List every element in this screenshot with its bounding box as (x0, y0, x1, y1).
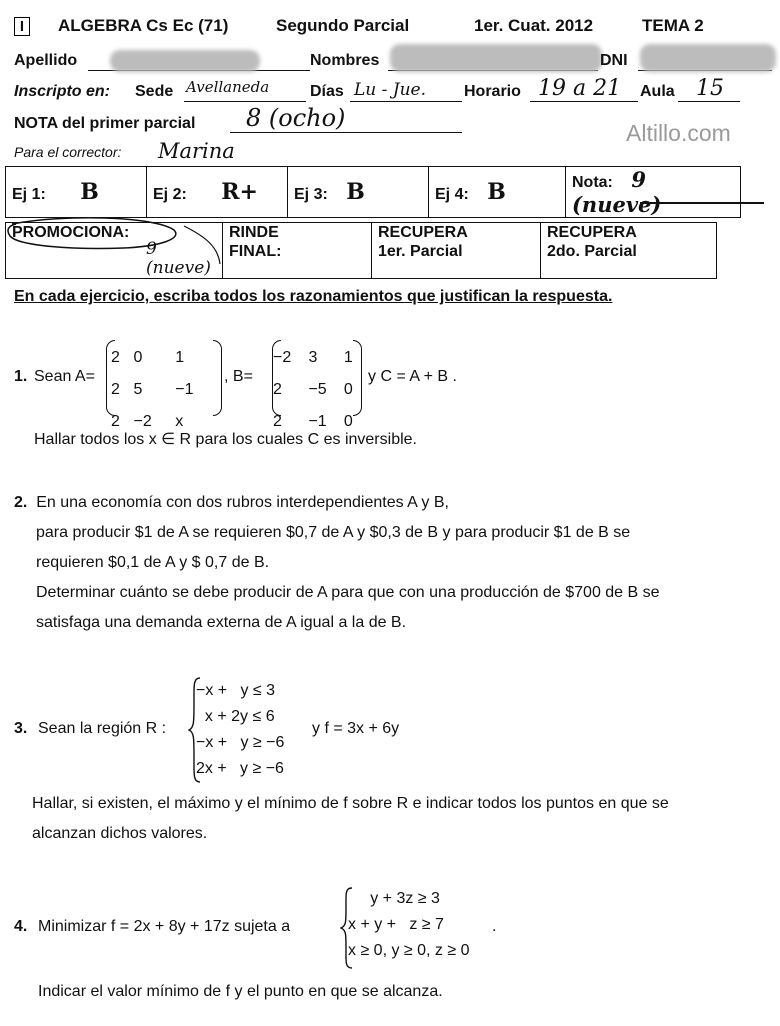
ex2-line4: Determinar cuánto se debe producir de A para que con una producción de $700 de B se (36, 584, 660, 601)
ex3-question (32, 789, 772, 849)
nota-primer-parcial-value: 8 (ocho) (246, 104, 346, 132)
ej3-grade: B (346, 179, 365, 205)
nota-primer-parcial-label: NOTA del primer parcial (14, 115, 196, 132)
ej2-grade: R+ (221, 179, 258, 205)
ex1-intro: Sean A= (34, 368, 95, 385)
b12: 3 (308, 349, 318, 366)
corrector-label: Para el corrector: (14, 144, 122, 160)
b13: 1 (343, 349, 353, 366)
ex3-number: 3. (14, 720, 28, 737)
exam-name: Segundo Parcial (276, 16, 410, 35)
nota-label: Nota: (572, 174, 613, 191)
b33: 0 (343, 413, 353, 430)
recupera2-sub: 2do. Parcial (547, 243, 637, 260)
ej1-label: Ej 1: (12, 186, 46, 203)
rinde-label: RINDE (229, 224, 279, 241)
matrix-b (272, 340, 362, 430)
dias-value: Lu - Jue. (354, 80, 427, 100)
sede-line (184, 101, 306, 102)
horario-value: 19 a 21 (538, 76, 622, 101)
ex3-ineq-2: x + 2y ≤ 6 (196, 708, 275, 725)
grade-ej4-cell (429, 167, 566, 218)
final-label: FINAL: (229, 243, 282, 260)
sede-label: Sede (135, 83, 174, 100)
watermark: Altillo.com (626, 120, 731, 146)
grade-ej2-cell (147, 167, 288, 218)
recupera1-sub: 1er. Parcial (378, 243, 463, 260)
recupera1-label: RECUPERA (378, 224, 468, 241)
redacted-nombres (390, 44, 602, 72)
ex2-number: 2. (14, 494, 28, 511)
ex2-line2: para producir $1 de A se requieren $0,7 de A y $0,3 de B y para producir $1 de B se (36, 524, 631, 541)
corrector-value: Marina (158, 139, 235, 163)
ex2-line5: satisfaga una demanda externa de A igual a la de B. (36, 614, 407, 631)
ex3-ineq-3: −x + y ≥ −6 (196, 734, 285, 751)
ex4-tail: . (492, 918, 497, 935)
ej2-label: Ej 2: (153, 186, 187, 203)
promociona-circle (4, 212, 234, 274)
dni-label: DNI (600, 52, 628, 69)
redacted-apellido (110, 50, 260, 72)
b32: −1 (308, 413, 327, 430)
inscripto-label: Inscripto en: (14, 83, 111, 100)
recupera2-cell (541, 223, 717, 279)
ex2-line3: requieren $0,1 de A y $ 0,7 de B. (36, 554, 270, 571)
a23: −1 (175, 381, 194, 398)
exercise-1 (14, 340, 754, 430)
exercise-3 (14, 676, 754, 786)
ex3-system (196, 678, 284, 782)
b21: 2 (273, 381, 282, 398)
exercise-2 (14, 488, 764, 638)
recupera1-cell (372, 223, 541, 279)
sede-value: Avellaneda (186, 78, 270, 96)
ex3-ineq-4: 2x + y ≥ −6 (196, 760, 284, 777)
ex1-sep: , B= (224, 368, 253, 385)
exercise-4 (14, 884, 754, 970)
dias-label: Días (310, 83, 344, 100)
ej1-grade: B (80, 179, 99, 205)
exam-theme: TEMA 2 (642, 16, 704, 35)
grade-ej3-cell (288, 167, 429, 218)
aula-label: Aula (640, 83, 675, 100)
b23: 0 (343, 381, 353, 398)
ex2-line1: En una economía con dos rubros interdependientes A y B, (36, 494, 449, 511)
ex4-ineq-2: x + y + z ≥ 7 (348, 916, 444, 933)
ej4-grade: B (487, 179, 506, 205)
ej3-label: Ej 3: (294, 186, 328, 203)
promociona-label: PROMOCIONA: (12, 224, 130, 241)
dias-line (350, 101, 462, 102)
ex4-system (348, 886, 470, 964)
ex1-question: Hallar todos los x ∈ R para los cuales C es inversible. (34, 431, 417, 448)
header-box: I (14, 17, 30, 36)
nota-grade: 9 (nueve) (572, 167, 662, 217)
course-title: ALGEBRA Cs Ec (71) (58, 16, 229, 35)
grade-ej1-cell (6, 167, 147, 218)
ex3-q1: Hallar, si existen, el máximo y el mínimo de f sobre R e indicar todos los puntos en que se (32, 795, 669, 812)
ej4-label: Ej 4: (435, 186, 469, 203)
aula-value: 15 (696, 76, 724, 101)
a11: 2 (111, 349, 120, 366)
nota-underline (640, 202, 764, 204)
recupera2-label: RECUPERA (547, 224, 637, 241)
exam-term: 1er. Cuat. 2012 (474, 16, 594, 35)
ex4-ineq-1: y + 3z ≥ 3 (348, 890, 440, 907)
rinde-cell (223, 223, 372, 279)
instruction: En cada ejercicio, escriba todos los razonamientos que justifican la respuesta. (14, 288, 613, 305)
a22: 5 (133, 381, 143, 398)
promociona-value: 9 (nueve) (146, 239, 211, 278)
ex3-q2: alcanzan dichos valores. (32, 825, 208, 842)
ex4-ineq-3: x ≥ 0, y ≥ 0, z ≥ 0 (348, 942, 470, 959)
matrix-a (106, 340, 222, 430)
grade-nota-cell (566, 167, 741, 218)
ex3-ineq-1: −x + y ≤ 3 (196, 682, 276, 699)
b31: 2 (273, 413, 282, 430)
horario-label: Horario (464, 83, 521, 100)
ex4-number: 4. (14, 918, 28, 935)
nota-primer-parcial-line (230, 132, 462, 133)
apellido-label: Apellido (14, 52, 78, 69)
aula-line (678, 101, 740, 102)
b22: −5 (308, 381, 327, 398)
redacted-dni (640, 44, 776, 72)
nombres-label: Nombres (310, 52, 380, 69)
a31: 2 (111, 413, 120, 430)
a32: −2 (133, 413, 152, 430)
ex4-question: Indicar el valor mínimo de f y el punto en que se alcanza. (38, 983, 443, 1000)
a33: x (175, 413, 184, 430)
grades-table (5, 166, 741, 218)
a12: 0 (133, 349, 143, 366)
ex4-intro: Minimizar f = 2x + 8y + 17z sujeta a (38, 918, 291, 935)
horario-line (530, 101, 638, 102)
a13: 1 (175, 349, 185, 366)
ex3-tail: y f = 3x + 6y (312, 720, 400, 737)
b11: −2 (273, 349, 292, 366)
exam-header (14, 16, 774, 40)
ex1-tail: y C = A + B . (368, 368, 457, 385)
ex3-intro: Sean la región R : (38, 720, 167, 737)
ex1-number: 1. (14, 368, 28, 385)
a21: 2 (111, 381, 120, 398)
